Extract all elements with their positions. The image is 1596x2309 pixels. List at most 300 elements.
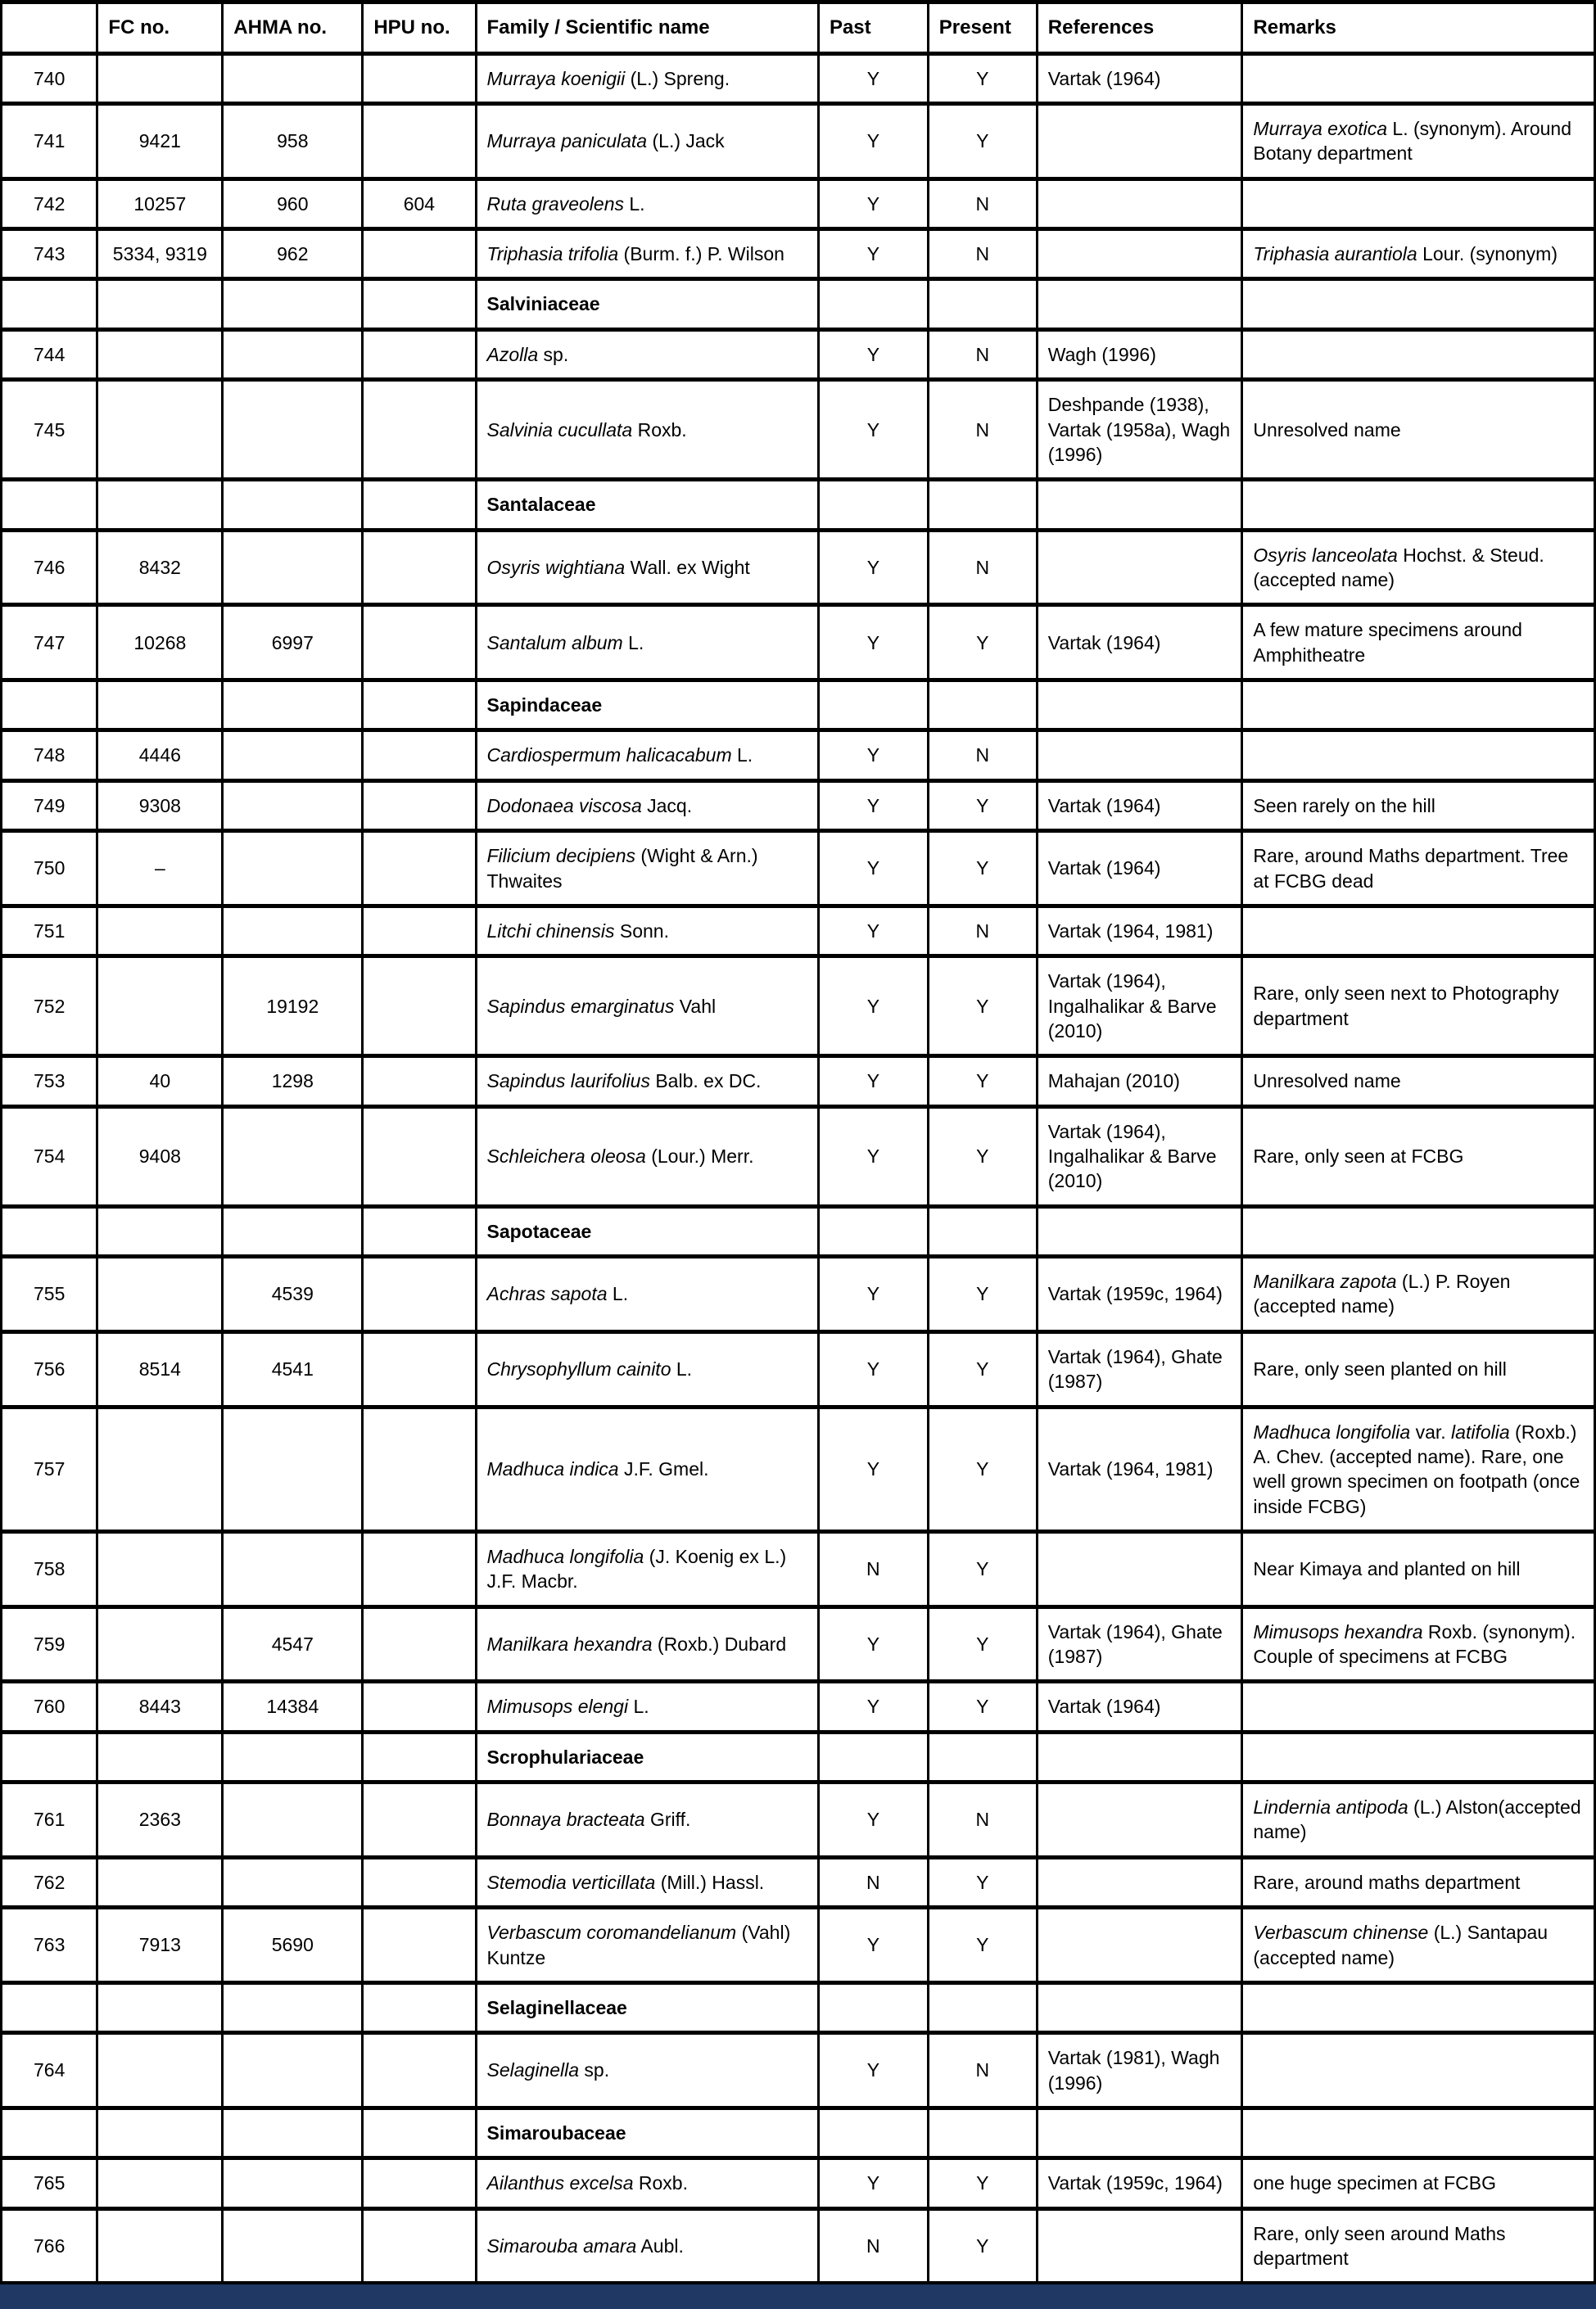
cell-present: Y: [928, 605, 1037, 680]
cell-ahma-no: 958: [223, 104, 363, 179]
cell-present: N: [928, 906, 1037, 956]
cell-hpu-no: [363, 1783, 476, 1858]
cell-past: N: [818, 2208, 928, 2284]
cell-present: Y: [928, 104, 1037, 179]
cell-ahma-no: [223, 53, 363, 103]
cell-references: [1037, 680, 1242, 730]
table-row: [2, 1531, 1595, 1606]
cell-remarks: Triphasia aurantiola Lour. (synonym): [1242, 229, 1595, 279]
cell-ahma-no: 6997: [223, 605, 363, 680]
cell-fc-no: [97, 1857, 223, 1907]
cell-species-name: Sapindus laurifolius Balb. ex DC.: [476, 1056, 818, 1106]
cell-remarks: Seen rarely on the hill: [1242, 780, 1595, 830]
cell-remarks: [1242, 1682, 1595, 1732]
cell-past: Y: [818, 1908, 928, 1983]
cell-row-no: 747: [2, 605, 97, 680]
family-header-row: [2, 680, 1595, 730]
table-header: [2, 2, 1595, 54]
cell-remarks: Rare, only seen at FCBG: [1242, 1106, 1595, 1206]
cell-ahma-no: 19192: [223, 956, 363, 1056]
cell-species-name: Madhuca indica J.F. Gmel.: [476, 1407, 818, 1531]
cell-row-no: [2, 480, 97, 530]
cell-hpu-no: [363, 229, 476, 279]
cell-ahma-no: [223, 1531, 363, 1606]
cell-species-name: Chrysophyllum cainito L.: [476, 1331, 818, 1407]
cell-ahma-no: 960: [223, 178, 363, 228]
cell-past: Y: [818, 530, 928, 605]
cell-ahma-no: [223, 1407, 363, 1531]
cell-past: [818, 480, 928, 530]
column-header-row-no: [2, 2, 97, 54]
table-row: [2, 53, 1595, 103]
cell-ahma-no: 5690: [223, 1908, 363, 1983]
cell-fc-no: 5334, 9319: [97, 229, 223, 279]
cell-past: [818, 1206, 928, 1256]
cell-present: Y: [928, 2208, 1037, 2284]
cell-row-no: 754: [2, 1106, 97, 1206]
cell-row-no: 744: [2, 329, 97, 379]
cell-hpu-no: [363, 1206, 476, 1256]
cell-row-no: 766: [2, 2208, 97, 2284]
cell-species-name: Ailanthus excelsa Roxb.: [476, 2158, 818, 2208]
cell-row-no: 765: [2, 2158, 97, 2208]
cell-ahma-no: [223, 780, 363, 830]
table-body: [2, 53, 1595, 2284]
cell-row-no: 756: [2, 1331, 97, 1407]
cell-fc-no: [97, 2033, 223, 2108]
column-header-ahma-no: AHMA no.: [223, 2, 363, 54]
cell-references: Vartak (1964), Ingalhalikar & Barve (2010): [1037, 956, 1242, 1056]
cell-hpu-no: [363, 1982, 476, 2032]
cell-fc-no: 4446: [97, 730, 223, 780]
cell-ahma-no: [223, 2108, 363, 2158]
cell-references: [1037, 104, 1242, 179]
cell-species-name: Azolla sp.: [476, 329, 818, 379]
cell-ahma-no: 4547: [223, 1606, 363, 1682]
family-name: Santalaceae: [476, 480, 818, 530]
cell-hpu-no: [363, 1056, 476, 1106]
cell-fc-no: 40: [97, 1056, 223, 1106]
cell-present: Y: [928, 1257, 1037, 1332]
cell-present: Y: [928, 1331, 1037, 1407]
cell-hpu-no: [363, 1682, 476, 1732]
cell-present: Y: [928, 1407, 1037, 1531]
cell-species-name: Madhuca longifolia (J. Koenig ex L.) J.F. Macbr.: [476, 1531, 818, 1606]
table-row: [2, 1908, 1595, 1983]
cell-species-name: Stemodia verticillata (Mill.) Hassl.: [476, 1857, 818, 1907]
table-row: [2, 2033, 1595, 2108]
family-name: Salviniaceae: [476, 279, 818, 329]
cell-fc-no: 10268: [97, 605, 223, 680]
cell-references: Vartak (1964): [1037, 1682, 1242, 1732]
cell-references: Wagh (1996): [1037, 329, 1242, 379]
family-header-row: [2, 480, 1595, 530]
cell-references: [1037, 2208, 1242, 2284]
cell-present: Y: [928, 1682, 1037, 1732]
cell-species-name: Santalum album L.: [476, 605, 818, 680]
cell-remarks: [1242, 1206, 1595, 1256]
cell-past: [818, 279, 928, 329]
cell-present: [928, 1206, 1037, 1256]
cell-past: [818, 1732, 928, 1782]
cell-references: Vartak (1964), Ghate (1987): [1037, 1606, 1242, 1682]
table-row: [2, 104, 1595, 179]
cell-remarks: [1242, 178, 1595, 228]
cell-species-name: Murraya paniculata (L.) Jack: [476, 104, 818, 179]
cell-past: Y: [818, 831, 928, 906]
cell-references: [1037, 1857, 1242, 1907]
cell-ahma-no: [223, 2033, 363, 2108]
cell-hpu-no: 604: [363, 178, 476, 228]
cell-row-no: 764: [2, 2033, 97, 2108]
column-header-fc-no: FC no.: [97, 2, 223, 54]
cell-remarks: A few mature specimens around Amphitheatre: [1242, 605, 1595, 680]
cell-references: [1037, 178, 1242, 228]
table-row: [2, 780, 1595, 830]
cell-row-no: 757: [2, 1407, 97, 1531]
cell-references: Mahajan (2010): [1037, 1056, 1242, 1106]
cell-past: Y: [818, 329, 928, 379]
cell-present: [928, 1732, 1037, 1782]
table-row: [2, 1857, 1595, 1907]
cell-fc-no: [97, 1206, 223, 1256]
cell-fc-no: [97, 1732, 223, 1782]
family-name: Sapotaceae: [476, 1206, 818, 1256]
cell-hpu-no: [363, 605, 476, 680]
cell-past: Y: [818, 380, 928, 480]
family-header-row: [2, 279, 1595, 329]
column-header-present: Present: [928, 2, 1037, 54]
cell-references: Vartak (1964): [1037, 831, 1242, 906]
family-name: Scrophulariaceae: [476, 1732, 818, 1782]
cell-remarks: Rare, around Maths department. Tree at FCBG dead: [1242, 831, 1595, 906]
table-row: [2, 831, 1595, 906]
cell-remarks: Verbascum chinense (L.) Santapau (accepted name): [1242, 1908, 1595, 1983]
cell-species-name: Litchi chinensis Sonn.: [476, 906, 818, 956]
cell-row-no: [2, 2108, 97, 2158]
cell-fc-no: –: [97, 831, 223, 906]
cell-hpu-no: [363, 104, 476, 179]
cell-present: Y: [928, 1531, 1037, 1606]
cell-fc-no: [97, 53, 223, 103]
cell-hpu-no: [363, 831, 476, 906]
cell-present: Y: [928, 53, 1037, 103]
cell-row-no: 741: [2, 104, 97, 179]
table-row: [2, 1331, 1595, 1407]
cell-row-no: 743: [2, 229, 97, 279]
table-row: [2, 178, 1595, 228]
cell-fc-no: [97, 956, 223, 1056]
cell-references: [1037, 2108, 1242, 2158]
cell-hpu-no: [363, 1606, 476, 1682]
cell-past: Y: [818, 1331, 928, 1407]
family-header-row: [2, 1982, 1595, 2032]
cell-ahma-no: [223, 279, 363, 329]
cell-fc-no: [97, 680, 223, 730]
cell-species-name: Sapindus emarginatus Vahl: [476, 956, 818, 1056]
cell-hpu-no: [363, 530, 476, 605]
cell-present: N: [928, 2033, 1037, 2108]
cell-past: Y: [818, 2158, 928, 2208]
cell-references: Vartak (1964), Ingalhalikar & Barve (2010): [1037, 1106, 1242, 1206]
family-name: Selaginellaceae: [476, 1982, 818, 2032]
cell-ahma-no: 4541: [223, 1331, 363, 1407]
cell-past: Y: [818, 1056, 928, 1106]
cell-row-no: 748: [2, 730, 97, 780]
cell-row-no: 751: [2, 906, 97, 956]
table-row: [2, 1783, 1595, 1858]
cell-fc-no: 7913: [97, 1908, 223, 1983]
cell-species-name: Selaginella sp.: [476, 2033, 818, 2108]
cell-hpu-no: [363, 1857, 476, 1907]
cell-remarks: Mimusops hexandra Roxb. (synonym). Couple of specimens at FCBG: [1242, 1606, 1595, 1682]
cell-ahma-no: [223, 1982, 363, 2032]
bottom-blue-bar: [0, 2284, 1596, 2309]
cell-past: [818, 2108, 928, 2158]
cell-past: Y: [818, 53, 928, 103]
cell-hpu-no: [363, 53, 476, 103]
cell-ahma-no: [223, 1206, 363, 1256]
cell-remarks: Rare, around maths department: [1242, 1857, 1595, 1907]
cell-ahma-no: [223, 530, 363, 605]
cell-fc-no: 9408: [97, 1106, 223, 1206]
cell-hpu-no: [363, 1732, 476, 1782]
cell-remarks: [1242, 2033, 1595, 2108]
table-row: [2, 906, 1595, 956]
cell-row-no: 758: [2, 1531, 97, 1606]
cell-present: Y: [928, 1606, 1037, 1682]
cell-past: Y: [818, 1606, 928, 1682]
family-header-row: [2, 1206, 1595, 1256]
cell-hpu-no: [363, 2208, 476, 2284]
cell-remarks: [1242, 480, 1595, 530]
cell-remarks: [1242, 329, 1595, 379]
table-row: [2, 2158, 1595, 2208]
cell-past: Y: [818, 1682, 928, 1732]
cell-fc-no: [97, 2158, 223, 2208]
cell-present: Y: [928, 956, 1037, 1056]
family-header-row: [2, 2108, 1595, 2158]
cell-row-no: 740: [2, 53, 97, 103]
cell-present: [928, 279, 1037, 329]
cell-species-name: Schleichera oleosa (Lour.) Merr.: [476, 1106, 818, 1206]
cell-species-name: Achras sapota L.: [476, 1257, 818, 1332]
cell-hpu-no: [363, 780, 476, 830]
cell-fc-no: 8514: [97, 1331, 223, 1407]
cell-past: Y: [818, 1407, 928, 1531]
cell-remarks: Madhuca longifolia var. latifolia (Roxb.) A. Chev. (accepted name). Rare, one well grown specimen on footpath (once inside FCBG): [1242, 1407, 1595, 1531]
cell-references: Vartak (1964), Ghate (1987): [1037, 1331, 1242, 1407]
table-row: [2, 605, 1595, 680]
cell-fc-no: [97, 380, 223, 480]
cell-references: Vartak (1964): [1037, 53, 1242, 103]
cell-fc-no: 2363: [97, 1783, 223, 1858]
cell-past: Y: [818, 2033, 928, 2108]
cell-fc-no: 8432: [97, 530, 223, 605]
table-row: [2, 730, 1595, 780]
cell-present: N: [928, 730, 1037, 780]
cell-fc-no: [97, 279, 223, 329]
cell-fc-no: 8443: [97, 1682, 223, 1732]
cell-species-name: Triphasia trifolia (Burm. f.) P. Wilson: [476, 229, 818, 279]
cell-present: Y: [928, 1106, 1037, 1206]
cell-present: N: [928, 178, 1037, 228]
cell-hpu-no: [363, 1531, 476, 1606]
cell-past: [818, 680, 928, 730]
table-row: [2, 956, 1595, 1056]
cell-remarks: Unresolved name: [1242, 380, 1595, 480]
cell-row-no: [2, 1732, 97, 1782]
cell-hpu-no: [363, 906, 476, 956]
cell-past: Y: [818, 730, 928, 780]
cell-row-no: [2, 1206, 97, 1256]
cell-hpu-no: [363, 2108, 476, 2158]
cell-hpu-no: [363, 680, 476, 730]
cell-remarks: [1242, 279, 1595, 329]
cell-present: Y: [928, 1056, 1037, 1106]
cell-ahma-no: [223, 831, 363, 906]
cell-row-no: 759: [2, 1606, 97, 1682]
cell-remarks: one huge specimen at FCBG: [1242, 2158, 1595, 2208]
cell-present: Y: [928, 2158, 1037, 2208]
cell-present: Y: [928, 1908, 1037, 1983]
header-row: [2, 2, 1595, 54]
cell-references: [1037, 530, 1242, 605]
cell-ahma-no: [223, 2158, 363, 2208]
cell-ahma-no: [223, 380, 363, 480]
cell-references: Deshpande (1938), Vartak (1958a), Wagh (1996): [1037, 380, 1242, 480]
table-row: [2, 530, 1595, 605]
table-row: [2, 229, 1595, 279]
cell-remarks: [1242, 53, 1595, 103]
cell-present: N: [928, 530, 1037, 605]
cell-ahma-no: [223, 906, 363, 956]
cell-references: [1037, 279, 1242, 329]
cell-remarks: [1242, 730, 1595, 780]
cell-past: N: [818, 1531, 928, 1606]
cell-row-no: 761: [2, 1783, 97, 1858]
cell-remarks: [1242, 1732, 1595, 1782]
cell-references: [1037, 1732, 1242, 1782]
table-row: [2, 1106, 1595, 1206]
cell-fc-no: 10257: [97, 178, 223, 228]
cell-past: Y: [818, 1106, 928, 1206]
cell-row-no: 755: [2, 1257, 97, 1332]
cell-species-name: Ruta graveolens L.: [476, 178, 818, 228]
cell-species-name: Cardiospermum halicacabum L.: [476, 730, 818, 780]
cell-past: Y: [818, 104, 928, 179]
cell-past: [818, 1982, 928, 2032]
cell-ahma-no: [223, 680, 363, 730]
cell-references: [1037, 1908, 1242, 1983]
cell-fc-no: [97, 1982, 223, 2032]
table-row: [2, 1682, 1595, 1732]
cell-hpu-no: [363, 2158, 476, 2208]
table-row: [2, 380, 1595, 480]
cell-present: [928, 2108, 1037, 2158]
cell-ahma-no: [223, 2208, 363, 2284]
cell-remarks: Lindernia antipoda (L.) Alston(accepted name): [1242, 1783, 1595, 1858]
table-row: [2, 2208, 1595, 2284]
cell-ahma-no: [223, 1783, 363, 1858]
cell-ahma-no: [223, 1857, 363, 1907]
cell-remarks: [1242, 2108, 1595, 2158]
cell-remarks: Near Kimaya and planted on hill: [1242, 1531, 1595, 1606]
column-header-references: References: [1037, 2, 1242, 54]
cell-remarks: Osyris lanceolata Hochst. & Steud. (accepted name): [1242, 530, 1595, 605]
cell-ahma-no: [223, 1106, 363, 1206]
cell-remarks: Rare, only seen around Maths department: [1242, 2208, 1595, 2284]
cell-hpu-no: [363, 730, 476, 780]
cell-hpu-no: [363, 329, 476, 379]
cell-fc-no: [97, 480, 223, 530]
column-header-remarks: Remarks: [1242, 2, 1595, 54]
cell-row-no: 763: [2, 1908, 97, 1983]
cell-fc-no: [97, 2108, 223, 2158]
cell-past: Y: [818, 605, 928, 680]
cell-present: N: [928, 380, 1037, 480]
cell-hpu-no: [363, 380, 476, 480]
cell-species-name: Salvinia cucullata Roxb.: [476, 380, 818, 480]
cell-hpu-no: [363, 1407, 476, 1531]
cell-past: Y: [818, 956, 928, 1056]
cell-ahma-no: 962: [223, 229, 363, 279]
cell-past: Y: [818, 178, 928, 228]
table-row: [2, 1056, 1595, 1106]
cell-row-no: 742: [2, 178, 97, 228]
cell-species-name: Murraya koenigii (L.) Spreng.: [476, 53, 818, 103]
cell-species-name: Bonnaya bracteata Griff.: [476, 1783, 818, 1858]
cell-species-name: Osyris wightiana Wall. ex Wight: [476, 530, 818, 605]
cell-ahma-no: [223, 480, 363, 530]
cell-hpu-no: [363, 1331, 476, 1407]
cell-row-no: [2, 680, 97, 730]
cell-remarks: Unresolved name: [1242, 1056, 1595, 1106]
cell-row-no: 752: [2, 956, 97, 1056]
cell-remarks: [1242, 1982, 1595, 2032]
cell-hpu-no: [363, 2033, 476, 2108]
cell-present: [928, 680, 1037, 730]
cell-present: N: [928, 329, 1037, 379]
cell-past: Y: [818, 229, 928, 279]
cell-fc-no: [97, 329, 223, 379]
table-row: [2, 1407, 1595, 1531]
cell-references: Vartak (1964, 1981): [1037, 906, 1242, 956]
cell-present: Y: [928, 780, 1037, 830]
cell-hpu-no: [363, 480, 476, 530]
cell-row-no: 746: [2, 530, 97, 605]
table-row: [2, 329, 1595, 379]
cell-ahma-no: 14384: [223, 1682, 363, 1732]
cell-fc-no: [97, 1257, 223, 1332]
cell-references: Vartak (1964): [1037, 780, 1242, 830]
cell-fc-no: [97, 1407, 223, 1531]
cell-hpu-no: [363, 956, 476, 1056]
cell-present: Y: [928, 831, 1037, 906]
cell-row-no: 762: [2, 1857, 97, 1907]
cell-remarks: [1242, 906, 1595, 956]
cell-hpu-no: [363, 1908, 476, 1983]
cell-fc-no: [97, 906, 223, 956]
cell-row-no: 753: [2, 1056, 97, 1106]
column-header-hpu-no: HPU no.: [363, 2, 476, 54]
cell-ahma-no: [223, 1732, 363, 1782]
cell-references: [1037, 1783, 1242, 1858]
cell-present: [928, 480, 1037, 530]
cell-references: [1037, 1206, 1242, 1256]
cell-references: [1037, 1982, 1242, 2032]
cell-past: Y: [818, 780, 928, 830]
